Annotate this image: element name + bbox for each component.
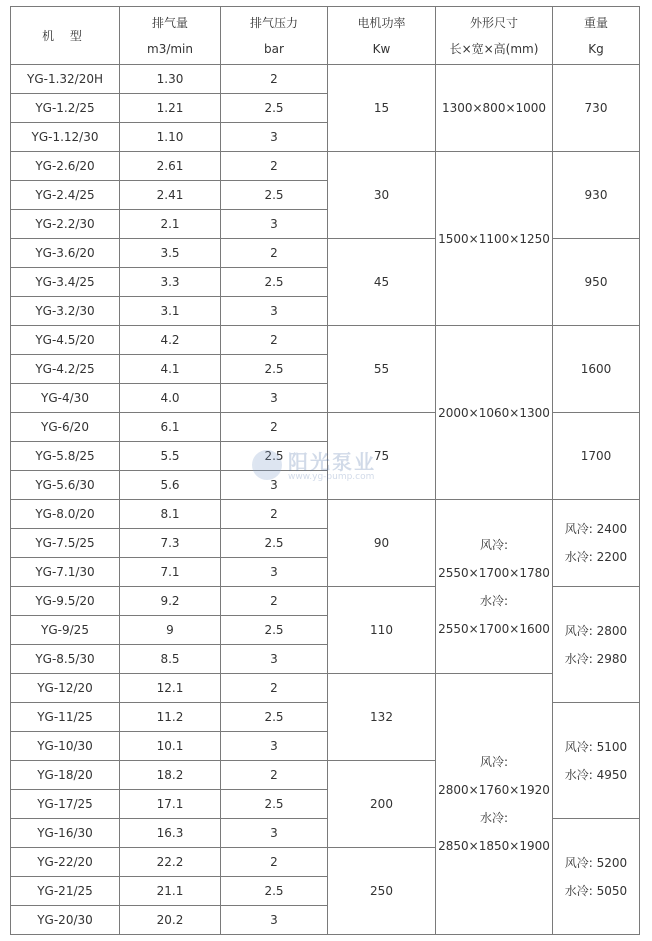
cell-flow: 11.2: [120, 703, 221, 732]
cell-model: YG-12/20: [11, 674, 120, 703]
weight-line: 1600: [580, 362, 612, 376]
cell-pressure: 2.5: [221, 355, 328, 384]
cell-model: YG-3.2/30: [11, 297, 120, 326]
cell-flow: 9: [120, 616, 221, 645]
cell-flow: 7.1: [120, 558, 221, 587]
cell-flow: 1.10: [120, 123, 221, 152]
weight-line: 风冷: 5200: [564, 855, 628, 870]
cell-pressure: 2: [221, 761, 328, 790]
header-pressure: 排气压力 bar: [221, 7, 328, 65]
cell-model: YG-4/30: [11, 384, 120, 413]
cell-pressure: 2: [221, 65, 328, 94]
header-power: 电机功率 Kw: [328, 7, 436, 65]
table-row: [11, 152, 640, 181]
cell-flow: 3.3: [120, 268, 221, 297]
dimensions-line: 水冷:: [479, 593, 509, 608]
cell-pressure: 3: [221, 123, 328, 152]
table-row: [11, 65, 640, 94]
watermark-title: 阳光泵业: [288, 450, 376, 474]
cell-power: 45: [328, 239, 436, 326]
dimensions-line: 1300×800×1000: [441, 101, 547, 115]
cell-flow: 21.1: [120, 877, 221, 906]
cell-model: YG-5.8/25: [11, 442, 120, 471]
cell-flow: 5.6: [120, 471, 221, 500]
weight-line: 950: [584, 275, 608, 289]
cell-model: YG-8.5/30: [11, 645, 120, 674]
cell-power: 30: [328, 152, 436, 239]
cell-model: YG-10/30: [11, 732, 120, 761]
cell-flow: 8.1: [120, 500, 221, 529]
cell-pressure: 3: [221, 471, 328, 500]
cell-pressure: 2: [221, 500, 328, 529]
cell-pressure: 2.5: [221, 94, 328, 123]
cell-flow: 20.2: [120, 906, 221, 935]
cell-power: 200: [328, 761, 436, 848]
cell-model: YG-8.0/20: [11, 500, 120, 529]
weight-line: 风冷: 5100: [564, 739, 628, 754]
dimensions-line: 水冷:: [479, 811, 509, 825]
cell-model: YG-1.12/30: [11, 123, 120, 152]
table-row: [11, 326, 640, 355]
weight-line: 1700: [580, 449, 612, 463]
cell-pressure: 2.5: [221, 790, 328, 819]
cell-pressure: 2: [221, 848, 328, 877]
cell-pressure: 2.5: [221, 703, 328, 732]
dimensions-line: 风冷:: [479, 755, 509, 769]
cell-pressure: 3: [221, 645, 328, 674]
cell-flow: 2.61: [120, 152, 221, 181]
table-row: [11, 674, 640, 703]
cell-model: YG-2.6/20: [11, 152, 120, 181]
cell-model: YG-22/20: [11, 848, 120, 877]
watermark-url: www.yg-pump.com: [288, 472, 375, 482]
cell-pressure: 2.5: [221, 616, 328, 645]
cell-weight: [553, 587, 640, 703]
cell-pressure: 3: [221, 906, 328, 935]
cell-model: YG-16/30: [11, 819, 120, 848]
dimensions-line: 2850×1850×1900: [438, 839, 550, 853]
cell-model: YG-6/20: [11, 413, 120, 442]
cell-flow: 5.5: [120, 442, 221, 471]
cell-flow: 18.2: [120, 761, 221, 790]
cell-weight: [553, 500, 640, 587]
cell-power: 15: [328, 65, 436, 152]
cell-flow: 6.1: [120, 413, 221, 442]
cell-flow: 9.2: [120, 587, 221, 616]
weight-line: 风冷: 2800: [564, 623, 628, 638]
cell-pressure: 2: [221, 674, 328, 703]
weight-line: 730: [584, 101, 608, 115]
cell-pressure: 3: [221, 732, 328, 761]
cell-model: YG-20/30: [11, 906, 120, 935]
cell-weight: [553, 326, 640, 413]
cell-flow: 17.1: [120, 790, 221, 819]
header-row: [11, 7, 640, 65]
weight-line: 风冷: 2400: [564, 522, 628, 536]
weight-line: 水冷: 5050: [564, 883, 628, 898]
cell-power: 75: [328, 413, 436, 500]
cell-model: YG-21/25: [11, 877, 120, 906]
header-model: 机 型: [11, 7, 120, 65]
cell-model: YG-9.5/20: [11, 587, 120, 616]
cell-power: 132: [328, 674, 436, 761]
cell-flow: 8.5: [120, 645, 221, 674]
cell-weight: [553, 239, 640, 326]
table-row: [11, 500, 640, 529]
cell-flow: 4.1: [120, 355, 221, 384]
cell-dimensions: [436, 152, 553, 326]
cell-flow: 10.1: [120, 732, 221, 761]
cell-model: YG-3.4/25: [11, 268, 120, 297]
header-weight: 重量 Kg: [553, 7, 640, 65]
cell-flow: 12.1: [120, 674, 221, 703]
cell-model: YG-11/25: [11, 703, 120, 732]
dimensions-line: 2550×1700×1780: [438, 565, 550, 580]
cell-model: YG-2.2/30: [11, 210, 120, 239]
spec-table: [10, 6, 640, 935]
dimensions-line: 风冷:: [479, 537, 509, 552]
cell-pressure: 3: [221, 210, 328, 239]
cell-weight: [553, 152, 640, 239]
dimensions-line: 2800×1760×1920: [438, 783, 550, 797]
cell-weight: [553, 819, 640, 935]
cell-flow: 1.30: [120, 65, 221, 94]
weight-line: 930: [584, 188, 608, 202]
cell-model: YG-2.4/25: [11, 181, 120, 210]
cell-flow: 22.2: [120, 848, 221, 877]
cell-pressure: 2: [221, 326, 328, 355]
cell-pressure: 2.5: [221, 268, 328, 297]
cell-power: 55: [328, 326, 436, 413]
cell-power: 90: [328, 500, 436, 587]
dimensions-line: 2000×1060×1300: [438, 405, 550, 420]
cell-flow: 2.1: [120, 210, 221, 239]
cell-model: YG-7.5/25: [11, 529, 120, 558]
cell-flow: 4.2: [120, 326, 221, 355]
header-flow: 排气量 m3/min: [120, 7, 221, 65]
spec-body: [11, 65, 640, 935]
cell-pressure: 3: [221, 384, 328, 413]
cell-model: YG-1.32/20H: [11, 65, 120, 94]
cell-model: YG-3.6/20: [11, 239, 120, 268]
cell-model: YG-18/20: [11, 761, 120, 790]
cell-weight: [553, 65, 640, 152]
cell-dimensions: [436, 326, 553, 500]
cell-model: YG-1.2/25: [11, 94, 120, 123]
header-dimensions: 外形尺寸 长×宽×高(mm): [436, 7, 553, 65]
cell-model: YG-9/25: [11, 616, 120, 645]
cell-flow: 16.3: [120, 819, 221, 848]
cell-model: YG-17/25: [11, 790, 120, 819]
cell-dimensions: [436, 65, 553, 152]
cell-pressure: 2: [221, 413, 328, 442]
cell-pressure: 3: [221, 558, 328, 587]
cell-pressure: 3: [221, 297, 328, 326]
cell-power: 250: [328, 848, 436, 935]
weight-line: 水冷: 4950: [564, 767, 628, 782]
cell-weight: [553, 413, 640, 500]
cell-model: YG-7.1/30: [11, 558, 120, 587]
cell-dimensions: [436, 674, 553, 935]
cell-pressure: 2.5: [221, 529, 328, 558]
weight-line: 水冷: 2980: [564, 651, 628, 666]
cell-power: 110: [328, 587, 436, 674]
cell-model: YG-5.6/30: [11, 471, 120, 500]
dimensions-line: 2550×1700×1600: [438, 621, 550, 636]
cell-flow: 3.5: [120, 239, 221, 268]
cell-dimensions: [436, 500, 553, 674]
cell-pressure: 3: [221, 819, 328, 848]
cell-pressure: 2.5: [221, 877, 328, 906]
cell-pressure: 2: [221, 587, 328, 616]
weight-line: 水冷: 2200: [564, 550, 628, 564]
cell-flow: 4.0: [120, 384, 221, 413]
cell-model: YG-4.5/20: [11, 326, 120, 355]
cell-pressure: 2.5: [221, 181, 328, 210]
cell-flow: 3.1: [120, 297, 221, 326]
cell-weight: [553, 703, 640, 819]
cell-pressure: 2.5: [221, 442, 328, 471]
dimensions-line: 1500×1100×1250: [438, 231, 550, 246]
cell-pressure: 2: [221, 239, 328, 268]
cell-flow: 1.21: [120, 94, 221, 123]
cell-pressure: 2: [221, 152, 328, 181]
cell-flow: 2.41: [120, 181, 221, 210]
cell-model: YG-4.2/25: [11, 355, 120, 384]
cell-flow: 7.3: [120, 529, 221, 558]
